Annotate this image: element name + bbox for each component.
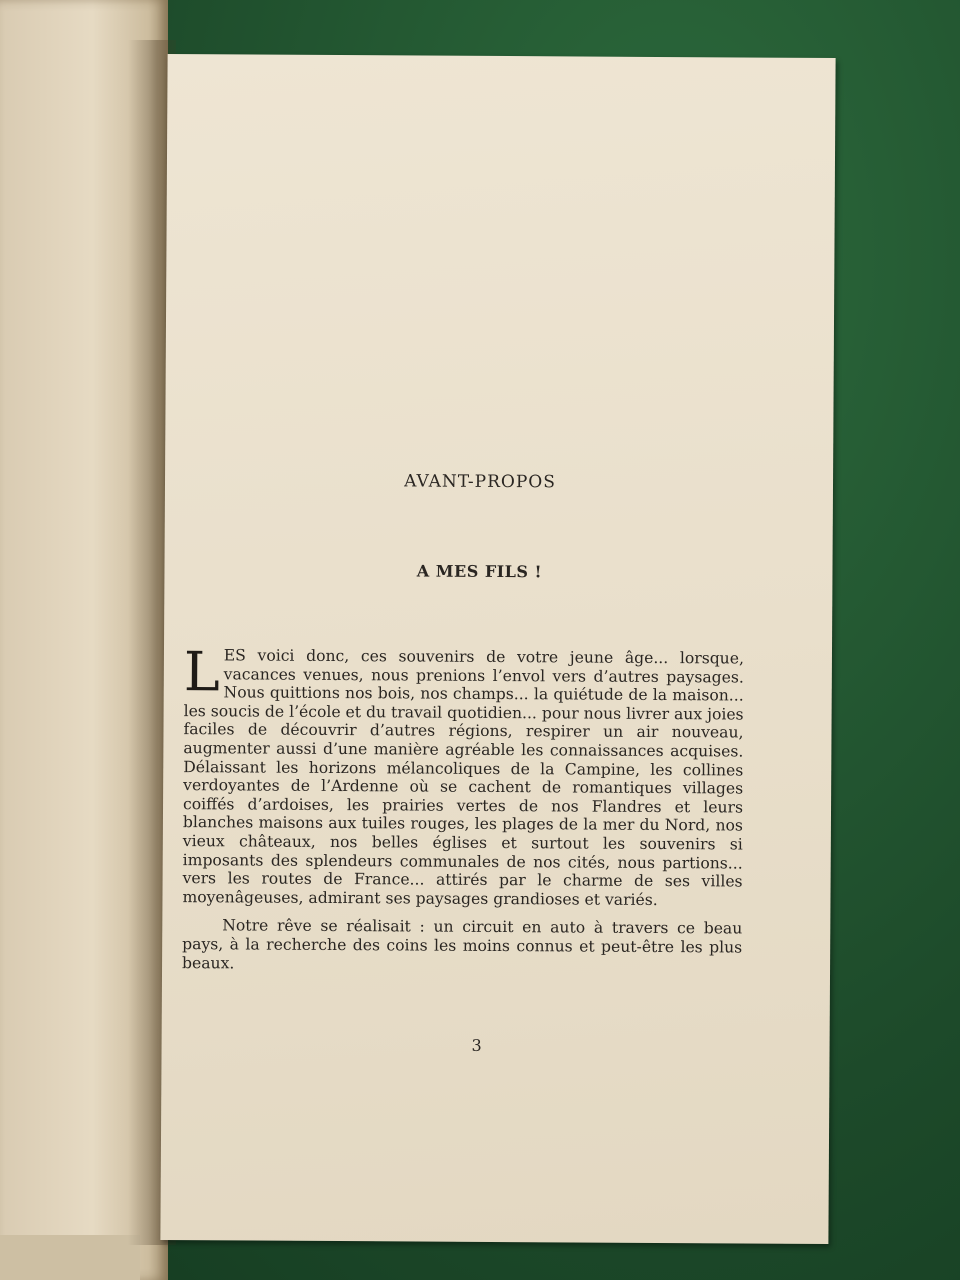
paragraph-1 [182,640,745,910]
book-page [160,54,835,1244]
drop-cap: L [183,640,220,704]
paragraph-2: Notre rêve se réalisait : un circuit en auto à travers ce beau pays, à la recherche des coins les moins connus et peut-être les plus beaux. [182,916,743,972]
page-heading: AVANT-PROPOS [404,471,556,493]
facing-page-edge [0,1235,140,1280]
page-number: 3 [471,1035,482,1055]
body-text [182,640,745,976]
paragraph-1-text: ES voici donc, ces souvenirs de votre jeune âge... lorsque, vacances venues, nous prenions l’envol vers d’autres paysages. Nous quittions nos bois, nos champs... la quiétude de la maison... les soucis de l’école et du travail quotidien... pour nous livrer aux joies faciles de découvrir d’autres régions, respirer un air nouveau, augmenter aussi d’une manière agréable les connaissances acquises. Délaissant les horizons mélancoliques de la Campine, les collines verdoyantes de l’Ardenne où se cachent de romantiques villages coiffés d’ardoises, les prairies vertes de nos Flandres et leurs blanches maisons aux tuiles rouges, les plages de la mer du Nord, nos vieux châteaux, nos belles églises et surtout les souvenirs si imposants des splendeurs communales de nos cités, nous partions... vers les routes de France... attirés par le charme de ses villes moyenâgeuses, admirant ses paysages grandioses et variés. [182,646,745,909]
dedication-heading: A MES FILS ! [416,561,543,582]
